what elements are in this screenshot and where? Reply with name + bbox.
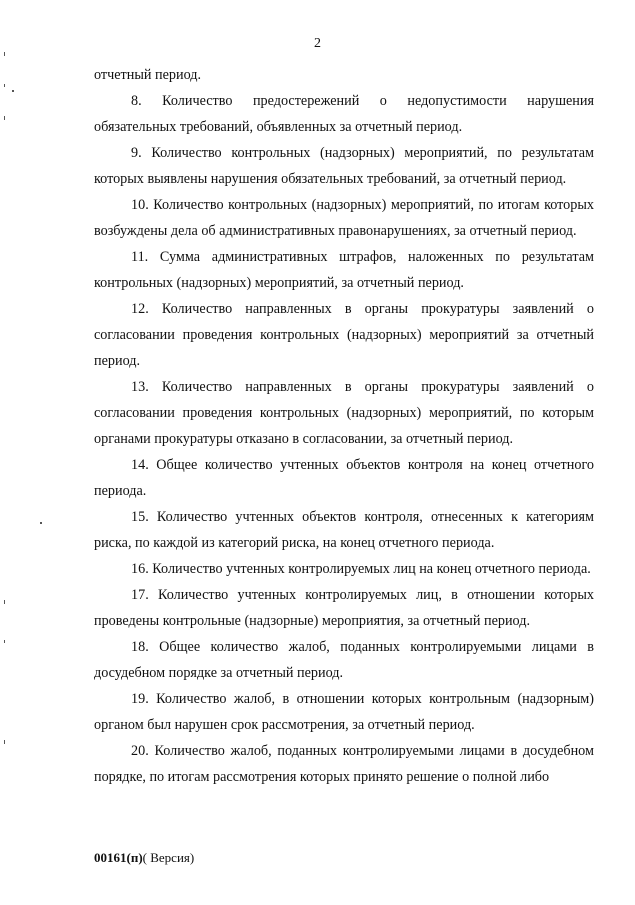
document-code: 00161(п) [94,850,143,865]
scan-artifact [12,90,14,92]
paragraph-item-20: 20. Количество жалоб, поданных контролируемыми лицами в досудебном порядке, по итогам рассмотрения которых принято решение о полной либо [94,743,594,785]
paragraph-item-10: 10. Количество контрольных (надзорных) мероприятий, по итогам которых возбуждены дела об административных правонарушениях, за отчетный период. [94,197,594,239]
paragraph-item-19: 19. Количество жалоб, в отношении которых контрольным (надзорным) органом был нарушен срок рассмотрения, за отчетный период. [94,691,594,733]
scan-artifact [4,116,5,120]
paragraph-item-15: 15. Количество учтенных объектов контроля, отнесенных к категориям риска, по каждой из категорий риска, на конец отчетного периода. [94,509,594,551]
paragraph-item-13: 13. Количество направленных в органы прокуратуры заявлений о согласовании проведения контрольных (надзорных) мероприятий, по которым органами прокуратуры отказано в согласовании, за отчетный период. [94,379,594,447]
scan-artifact [4,640,5,643]
paragraph-item-14: 14. Общее количество учтенных объектов контроля на конец отчетного периода. [94,457,594,499]
scan-artifact [4,52,5,56]
scan-artifact [4,740,5,744]
paragraph-item-17: 17. Количество учтенных контролируемых лиц, в отношении которых проведены контрольные (надзорные) мероприятия, за отчетный период. [94,587,594,629]
document-body [94,62,594,790]
paragraph-item-16: 16. Количество учтенных контролируемых лиц на конец отчетного периода. [131,561,591,577]
paragraph-item-11: 11. Сумма административных штрафов, наложенных по результатам контрольных (надзорных) мероприятий, за отчетный период. [94,249,594,291]
paragraph-item-9: 9. Количество контрольных (надзорных) мероприятий, по результатам которых выявлены нарушения обязательных требований, за отчетный период. [94,145,594,187]
document-footer [94,850,194,866]
scan-artifact [40,522,42,524]
paragraph-item-12: 12. Количество направленных в органы прокуратуры заявлений о согласовании проведения контрольных (надзорных) мероприятий за отчетный период. [94,301,594,369]
paragraph-item-8: 8. Количество предостережений о недопустимости нарушения обязательных требований, объявленных за отчетный период. [94,93,594,135]
paragraph-item-18: 18. Общее количество жалоб, поданных контролируемыми лицами в досудебном порядке за отчетный период. [94,639,594,681]
page-number: 2 [314,36,321,51]
paragraph-continuation: отчетный период. [94,67,202,83]
scan-artifact [4,600,5,604]
document-version: ( Версия) [142,850,195,865]
scan-artifact [4,84,5,87]
